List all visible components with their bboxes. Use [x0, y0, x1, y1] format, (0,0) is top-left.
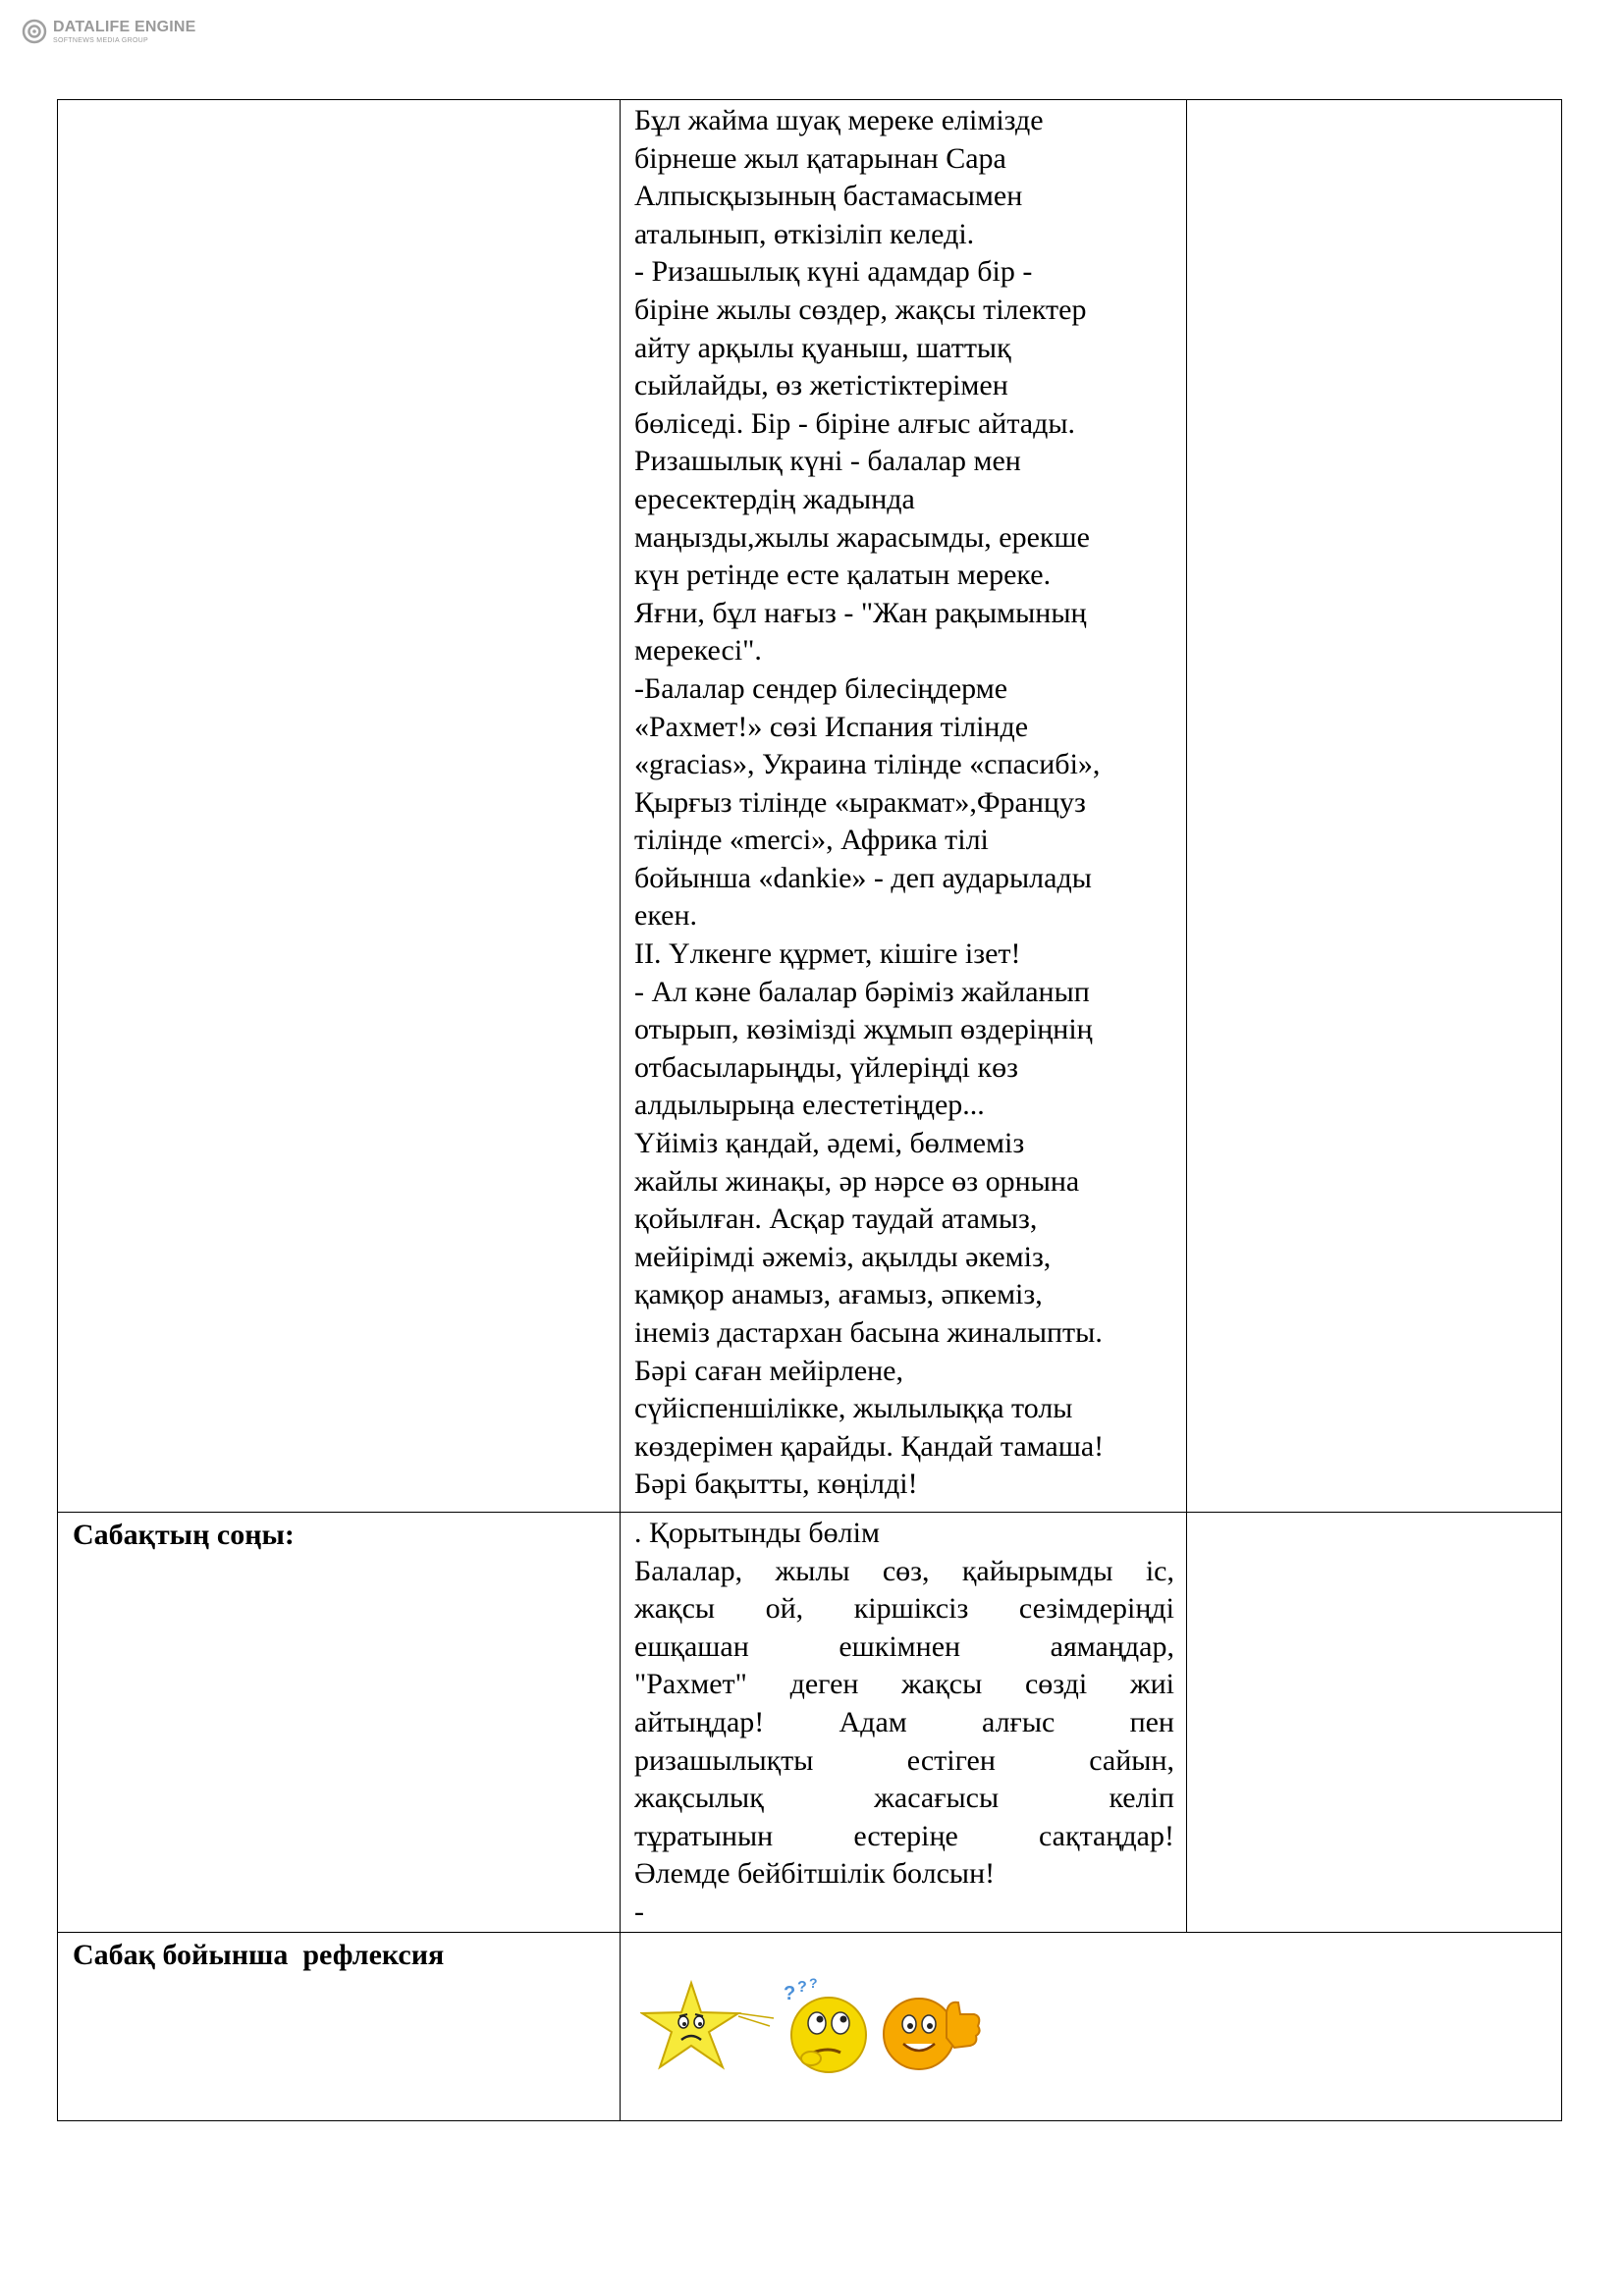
text-line: көздерімен қарайды. Қандай тамаша! [634, 1429, 1105, 1463]
side-note [1187, 1513, 1561, 1515]
text-line: қойылған. Асқар таудай атамыз, [634, 1202, 1038, 1236]
content-text [621, 100, 1186, 1504]
text-line: II. Үлкенге құрмет, кішіге ізет! [634, 937, 1021, 971]
text-line: жақсы ой, кіршіксіз сезімдеріңді [634, 1592, 1174, 1626]
text-line: отырып, көзімізді жұмып өздеріңнің [634, 1013, 1093, 1046]
text-line: бойынша «dankie» - деп аударылады [634, 861, 1092, 894]
text-line: Ризашылық күні - балалар мен [634, 445, 1021, 478]
content-cell [621, 1513, 1187, 1933]
text-line: айту арқылы қуаныш, шаттық [634, 331, 1011, 364]
text-line: Үйіміз қандай, әдемі, бөлмеміз [634, 1127, 1025, 1160]
text-line: інеміз дастархан басына жиналыпты. [634, 1316, 1103, 1349]
text-line: Бұл жайма шуақ мереке елімізде [634, 104, 1044, 136]
confused-face-icon [778, 1974, 876, 2082]
text-line: Қырғыз тілінде «ыракмат»,Француз [634, 785, 1086, 819]
row-label-cell [58, 1513, 621, 1933]
text-line: сүйіспеншілікке, жылылыққа толы [634, 1392, 1073, 1425]
svg-text:?: ? [809, 1975, 818, 1991]
text-line: мерекесі". [634, 634, 762, 667]
reflection-emoji-strip [621, 1933, 1561, 2082]
side-note-cell [1187, 1513, 1562, 1933]
thumbs-up-face-icon [876, 1979, 984, 2077]
text-line: Яғни, бұл нағыз - "Жан рақымының [634, 596, 1087, 629]
text-line: «Рахмет!» сөзі Испания тілінде [634, 710, 1029, 743]
sad-star-icon [640, 1979, 778, 2077]
row-label [58, 100, 620, 104]
row-label-cell [58, 100, 621, 1513]
row-label-cell [58, 1933, 621, 2121]
text-line: «gracias», Украина тілінде «спасибі», [634, 748, 1101, 781]
watermark-logo-icon [22, 19, 47, 44]
svg-text:?: ? [784, 1983, 796, 2004]
svg-text:?: ? [797, 1979, 807, 1996]
text-line: бөліседі. Бір - біріне алғыс айтады. [634, 406, 1076, 440]
text-line: Бәрі саған мейірлене, [634, 1354, 903, 1387]
text-line: тұратынын естеріңе сақтаңдар! [634, 1819, 1174, 1852]
conclusion-text [621, 1513, 1186, 1932]
text-line: маңызды,жылы жарасымды, ерекше [634, 520, 1090, 554]
text-line: Әлемде бейбітшілік болсын! [634, 1857, 996, 1891]
text-line: жайлы жинақы, әр нәрсе өз орнына [634, 1164, 1080, 1198]
text-line: жақсылық жасағысы келіп [634, 1782, 1174, 1815]
text-line: екен. [634, 899, 698, 933]
table-row [58, 100, 1562, 1513]
watermark-subtitle: SOFTNEWS MEDIA GROUP [53, 36, 149, 44]
text-line: тілінде «merci», Африка тілі [634, 824, 989, 857]
content-cell [621, 100, 1187, 1513]
lesson-plan-table [57, 99, 1562, 2121]
text-line: күн ретінде есте қалатын мереке. [634, 559, 1052, 592]
reflection-cell [621, 1933, 1562, 2121]
row-label-lesson-end: Сабақтың соңы: [73, 1519, 295, 1551]
text-line: біріне жылы сөздер, жақсы тілектер [634, 293, 1087, 326]
text-line: алдылырыңа елестетіңдер... [634, 1089, 985, 1122]
text-line: аталынып, өткізіліп келеді. [634, 217, 975, 250]
text-line: - Ал кәне балалар бәріміз жайланып [634, 975, 1090, 1008]
text-line: айтыңдар! Адам алғыс пен [634, 1705, 1174, 1738]
text-line: ересектердің жадында [634, 482, 915, 515]
text-line: ешқашан ешкімнен аямаңдар, [634, 1629, 1174, 1663]
text-line: Балалар, жылы сөз, қайырымды іс, [634, 1554, 1174, 1587]
side-note-cell [1187, 100, 1562, 1513]
text-line: Алпысқызының бастамасымен [634, 180, 1023, 213]
text-line: "Рахмет" деген жақсы сөзді жиі [634, 1668, 1174, 1701]
watermark-title: DATALIFE ENGINE [53, 18, 196, 35]
text-line: - Ризашылық күні адамдар бір - [634, 255, 1033, 289]
table-row [58, 1513, 1562, 1933]
text-line: ризашылықты естіген сайын, [634, 1743, 1174, 1777]
text-line: бірнеше жыл қатарынан Сара [634, 141, 1006, 175]
table-row [58, 1933, 1562, 2121]
text-line: сыйлайды, өз жетістіктерімен [634, 369, 1008, 402]
text-line: -Балалар сендер білесіңдерме [634, 671, 1008, 705]
side-note [1187, 100, 1561, 102]
text-line: Бәрі бақытты, көңілді! [634, 1468, 918, 1501]
row-label-reflection: Сабақ бойынша рефлексия [73, 1939, 445, 1971]
text-line: отбасыларыңды, үйлеріңді көз [634, 1050, 1018, 1084]
section-heading: . Қорытынды бөлім [634, 1517, 880, 1549]
watermark [22, 19, 196, 44]
text-line: - [634, 1895, 644, 1928]
text-line: мейірімді әжеміз, ақылды әкеміз, [634, 1240, 1052, 1273]
text-line: қамқор анамыз, ағамыз, әпкеміз, [634, 1278, 1043, 1311]
